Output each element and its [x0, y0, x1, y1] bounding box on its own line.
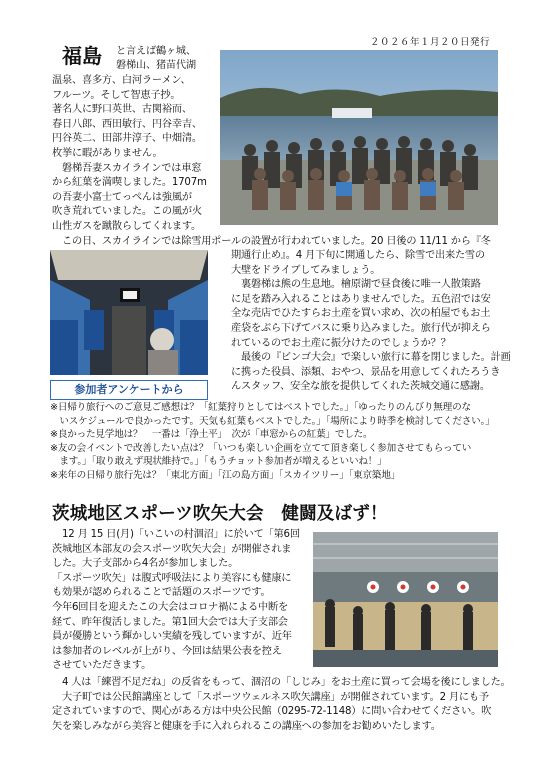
body-line: から紅葉を満喫しました。1707m — [52, 177, 207, 189]
body-line: 矢を楽しみながら美容と健康を手に入れられるこの講座への参加をお勧めいたします。 — [52, 720, 441, 732]
body-line: の吾妻小富士てっぺんは強風が — [52, 191, 192, 203]
article1-left-column — [52, 74, 207, 235]
issue-date: ２０２６年１月２０日発行 — [369, 37, 490, 48]
body-line: 円谷英二、田部井淳子、中畑清。 — [52, 133, 202, 145]
body-line: 産袋をぶら下げてバスに乗り込みました。旅行代が抑えら — [231, 322, 491, 334]
body-line: させていただきます。 — [52, 660, 152, 672]
group-photo-lakeside — [220, 50, 498, 225]
body-line: 期通行止め』。4 月下旬に開通したら、除雪で出来た雪の — [231, 250, 485, 261]
body-line: 大壁をドライブしてみましょう。 — [231, 264, 381, 276]
body-line: 4 人は「練習不足だね」の反省をもって、涸沼の「しじみ」をお土産に買って会場を後にしました。 — [52, 677, 511, 688]
body-line: も効果が認められることで話題のスポーツです。 — [52, 587, 271, 599]
fukiya-tournament-photo — [313, 532, 498, 667]
intro-line-2: 磐梯山、猪苗代湖 — [116, 60, 196, 71]
body-line: れているのでお土産に振分けたのでしょうか？？ — [231, 337, 451, 349]
survey-line: ※友の会イベントで改善したい点は？「いつも楽しい企画を立てて頂き楽しく参加させてもらってい — [50, 442, 472, 454]
body-line: 今年6回目を迎えたこの大会はコロナ禍による中断を — [52, 601, 288, 613]
article-title-fukushima: 福島 — [62, 44, 102, 68]
body-line: した。大子支部から4名が参加しました。 — [52, 558, 239, 570]
intro-line-1: と言えば鶴ヶ城、 — [116, 46, 196, 57]
survey-line: ます。」「取り敢えず現状維持で。」「もうチョット参加者が増えるといいね！」 — [50, 456, 387, 468]
body-line: 経て、昨年復活しました。第1回大会では大子支部会 — [52, 616, 288, 628]
body-line: んスタッフ、安全な旅を提供してくれた茨城交通に感謝。 — [231, 381, 490, 393]
body-line: 裏磐梯は熊の生息地。檜原湖で昼食後に唯一人散策路 — [231, 279, 481, 291]
body-line: に足を踏み入れることはありませんでした。五色沼では安 — [231, 293, 491, 305]
body-line: 大子町では公民館講座として「スポーツウェルネス吹矢講座」が開催されています。2 月にも予 — [52, 691, 489, 703]
body-line: 員が優勝という輝かしい実績を残していますが、近年 — [52, 631, 292, 643]
survey-line: ※来年の日帰り旅行先は？「東北方面」「江の島方面」「スカイツリー」「東京築地」 — [50, 469, 401, 481]
body-line: 枚挙に暇がありません。 — [52, 147, 163, 159]
body-line: 温泉、喜多方、白河ラーメン、 — [52, 75, 191, 86]
article2-headline: 茨城地区スポーツ吹矢大会 健闘及ばず！ — [52, 504, 388, 524]
bus-interior-photo — [50, 250, 208, 375]
article2-left-column — [52, 528, 300, 674]
body-line: 最後の『ビンゴ大会』で楽しい旅行に幕を閉じました。計画 — [231, 352, 511, 364]
body-line: 春日八郎、西田敏行、円谷幸吉、 — [52, 118, 202, 130]
body-line: 全な売店でひたすらお土産を買い求め、次の柏屋でもお土 — [231, 308, 491, 320]
survey-line: いスケジュールで良かったです。天気も紅葉もベストでした。」「場所により時季を検討してください。」 — [50, 415, 495, 427]
survey-line: ※日帰り旅行へのご意見ご感想は？「紅葉狩りとしてはベストでした。」「ゆったりのんびり無理のな — [50, 402, 471, 413]
body-line: 著名人に野口英世、古関裕而、 — [52, 104, 192, 116]
body-line: 定されていますので、関心がある方は中央公民館（0295-72-1148）に問い合わせてください。吹 — [52, 706, 492, 718]
body-line: 茨城地区本部友の会スポーツ吹矢大会」が開催されま — [52, 543, 292, 555]
body-line: 「スポーツ吹矢」は腹式呼吸法により美容にも健康に — [52, 572, 292, 584]
body-line: フルーツ。そして智恵子抄。 — [52, 89, 181, 101]
survey-responses — [50, 401, 495, 483]
body-line: 磐梯吾妻スカイラインでは車窓 — [52, 162, 202, 174]
survey-section-label: 参加者アンケートから — [50, 380, 208, 400]
article1-right-column — [231, 249, 511, 395]
body-line: 山性ガスを蹴散らしてくれます。 — [52, 220, 201, 232]
body-line: は参加者のレベルが上がり、今回は結果公表を控え — [52, 645, 282, 657]
body-line-full: この日、スカイラインでは除雪用ポールの設置が行われていました。20 日後の 11/11 から『冬 — [52, 236, 491, 247]
survey-line: ※良かった見学地は？ 一番は「浄土平」 次が「車窓からの紅葉」でした。 — [50, 429, 373, 441]
body-line: 12 月 15 日(月)「いこいの村涸沼」に於いて「第6回 — [52, 529, 300, 540]
article2-bottom-paragraphs — [52, 676, 511, 734]
body-line: に携った役員、添類、おやつ、景品を用意してくれたろうき — [231, 366, 501, 378]
body-line: 吹き荒れていました。この風が火 — [52, 206, 202, 218]
